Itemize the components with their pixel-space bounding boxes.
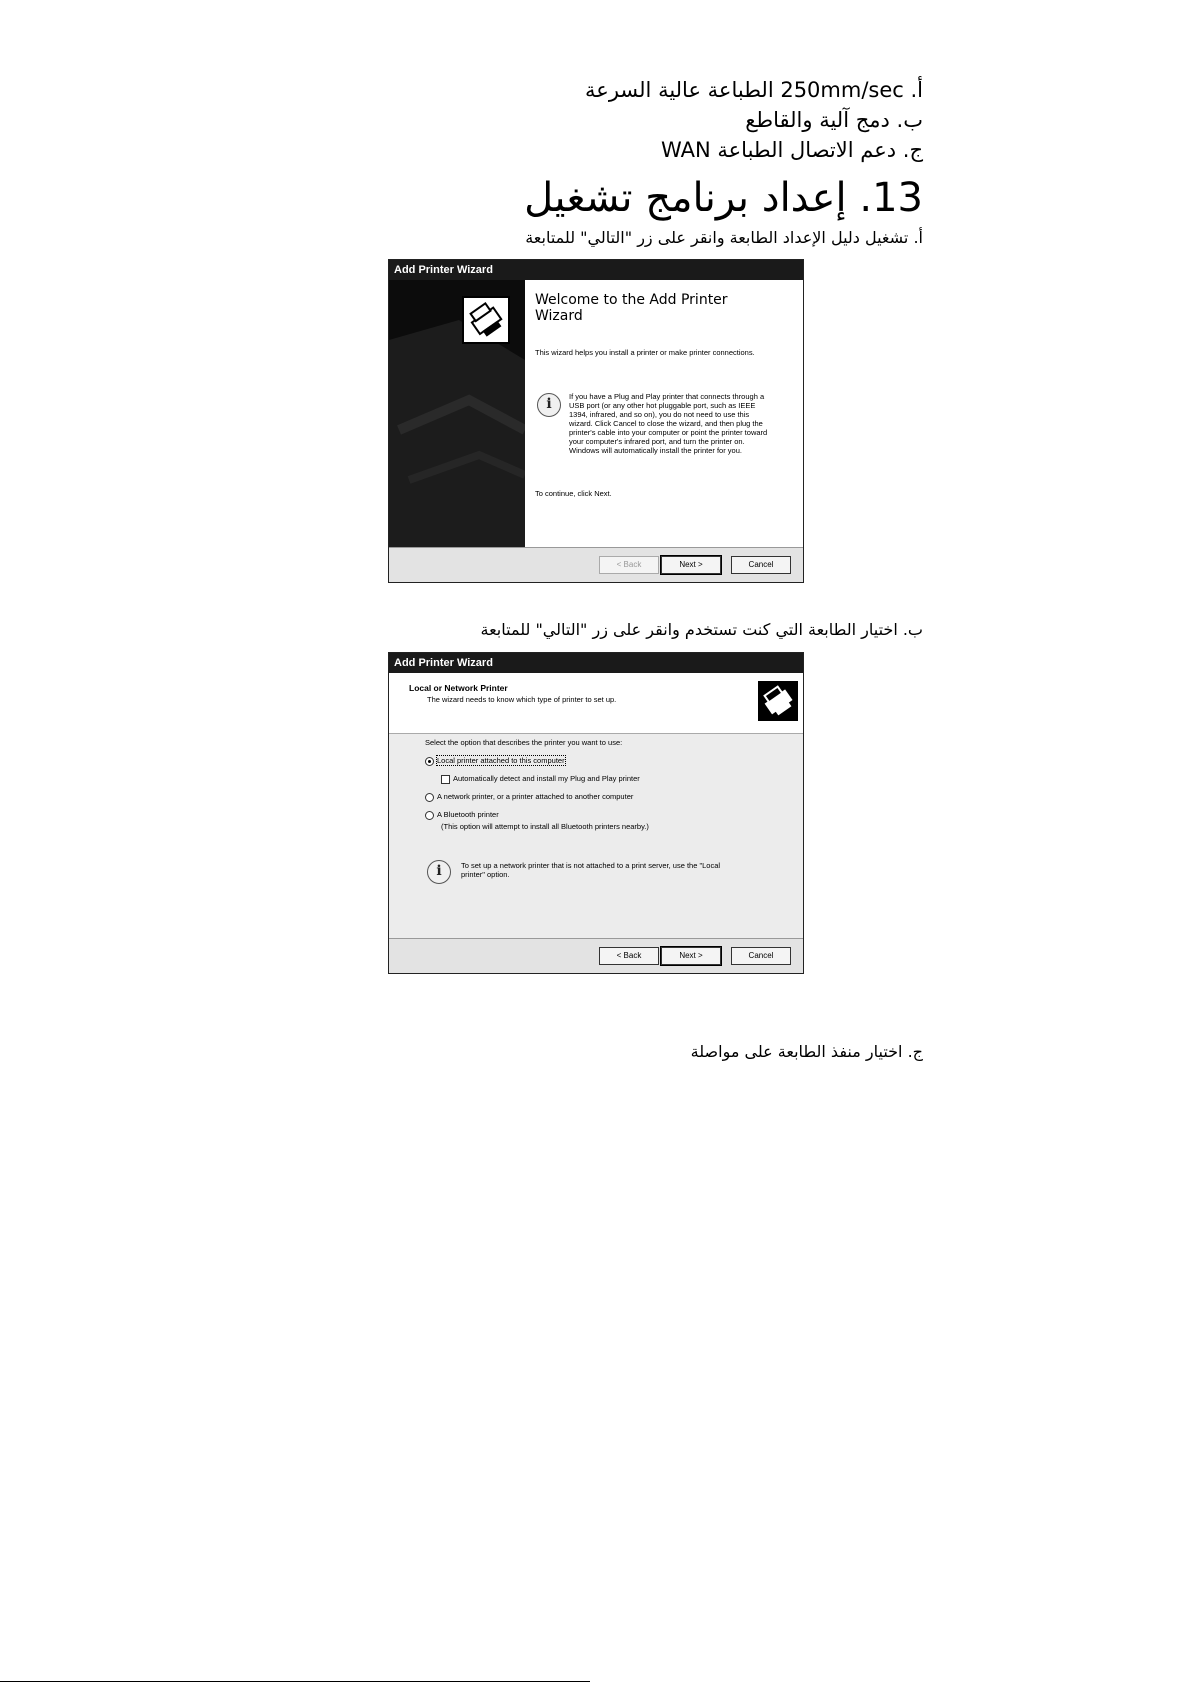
step-b: ب. اختيار الطابعة التي كنت تستخدم وانقر على زر "التالي" للمتابعة (480, 620, 923, 639)
auto-detect-option[interactable] (441, 774, 640, 784)
bluetooth-note: (This option will attempt to install all Bluetooth printers nearby.) (441, 822, 649, 831)
wizard-sidebar (389, 280, 525, 548)
cancel-button[interactable]: Cancel (731, 947, 791, 965)
continue-text: To continue, click Next. (535, 489, 612, 498)
back-button[interactable]: < Back (599, 947, 659, 965)
wizard-intro: This wizard helps you install a printer or make printer connections. (535, 348, 755, 357)
button-bar (389, 547, 803, 582)
network-printer-radio[interactable] (425, 793, 434, 802)
plug-and-play-info: If you have a Plug and Play printer that connects through a USB port (or any other hot pluggable port, such as IEEE 1394, infrared, and so on), you do not need to use this wizard. Click Cancel to close the wizard, and then plug the printer's cable into your computer or point the printer toward your computer's infrared port, and turn the printer on. Windows will automatically install the printer for you. (569, 392, 768, 455)
local-printer-label[interactable]: Local printer attached to this computer (437, 756, 565, 765)
header-title: Local or Network Printer (409, 683, 508, 693)
bluetooth-printer-label[interactable]: A Bluetooth printer (437, 810, 499, 819)
option-prompt: Select the option that describes the printer you want to use: (425, 738, 623, 747)
step-a: أ. تشغيل دليل الإعداد الطابعة وانقر على زر "التالي" للمتابعة (525, 228, 923, 247)
local-printer-radio[interactable] (425, 757, 434, 766)
next-button[interactable]: Next > (661, 947, 721, 965)
auto-detect-label[interactable]: Automatically detect and install my Plug and Play printer (453, 774, 640, 783)
wizard-header (389, 673, 803, 734)
title-bar: Add Printer Wizard (389, 260, 803, 280)
section-heading: 13. إعداد برنامج تشغيل (524, 175, 923, 221)
info-icon: i (427, 860, 451, 884)
feature-line-b: ب. دمج آلية والقاطع (745, 108, 923, 132)
back-button[interactable]: < Back (599, 556, 659, 574)
local-printer-option[interactable] (425, 756, 565, 766)
wizard-body (389, 734, 803, 939)
cancel-button[interactable]: Cancel (731, 556, 791, 574)
network-printer-option[interactable] (425, 792, 633, 802)
bluetooth-printer-option[interactable] (425, 810, 499, 820)
add-printer-wizard-type (388, 652, 804, 974)
bluetooth-printer-radio[interactable] (425, 811, 434, 820)
printer-icon (758, 681, 798, 721)
button-bar (389, 938, 803, 973)
feature-line-a: أ. 250mm/sec الطباعة عالية السرعة (585, 78, 923, 102)
info-icon: i (537, 393, 561, 417)
feature-line-c: ج. دعم الاتصال الطباعة WAN (661, 138, 923, 162)
welcome-heading: Welcome to the Add Printer Wizard (535, 292, 728, 324)
auto-detect-checkbox[interactable] (441, 775, 450, 784)
network-printer-label[interactable]: A network printer, or a printer attached to another computer (437, 792, 634, 801)
printer-icon (462, 296, 510, 344)
page-footer-rule (0, 1681, 590, 1682)
next-button[interactable]: Next > (661, 556, 721, 574)
header-subtitle: The wizard needs to know which type of printer to set up. (427, 695, 617, 704)
add-printer-wizard-welcome (388, 259, 804, 583)
step-c: ج. اختيار منفذ الطابعة على مواصلة (690, 1042, 923, 1061)
title-bar: Add Printer Wizard (389, 653, 803, 673)
network-info-text: To set up a network printer that is not attached to a print server, use the "Local printer" option. (461, 861, 721, 879)
